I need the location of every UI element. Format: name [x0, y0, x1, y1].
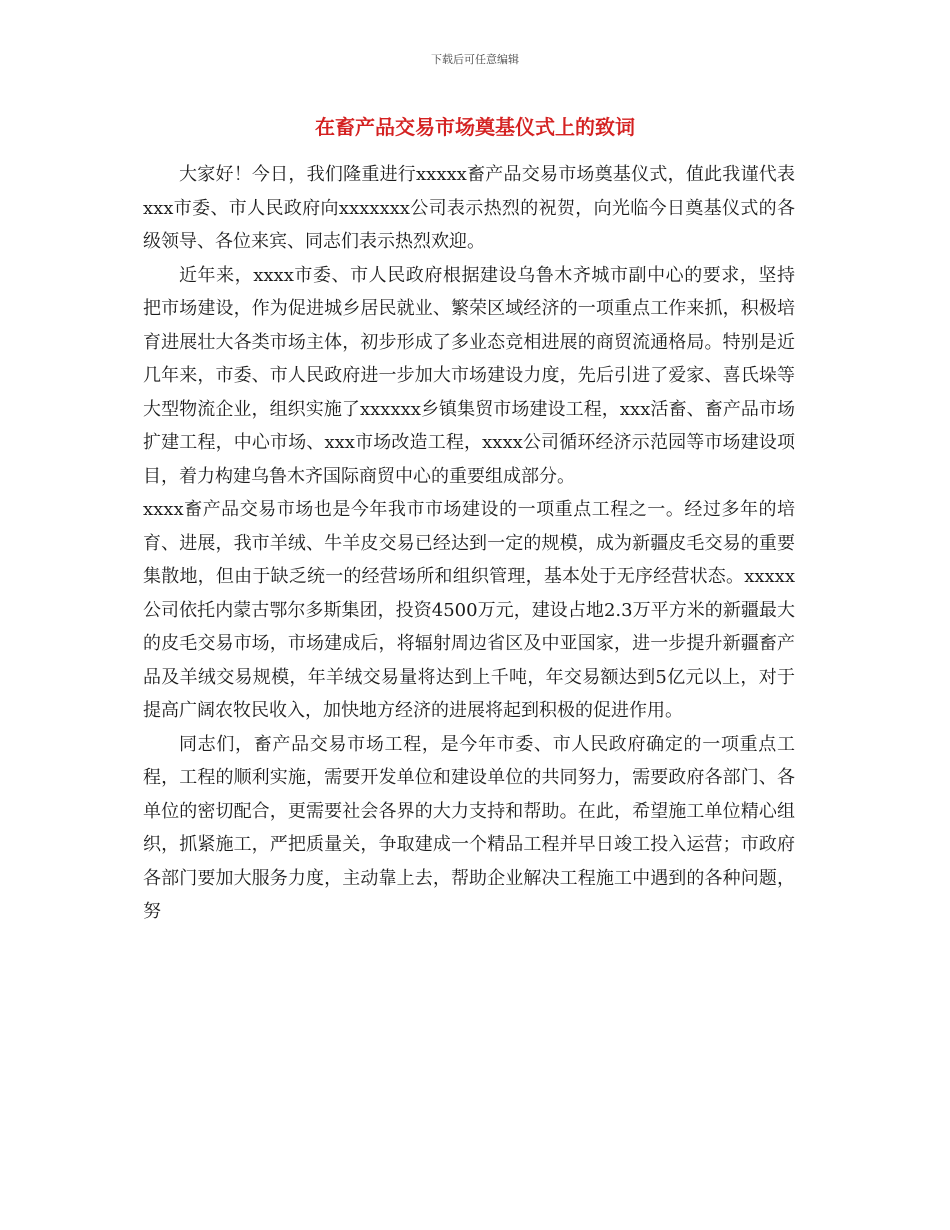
- paragraph-comrades: 同志们，畜产品交易市场工程，是今年市委、市人民政府确定的一项重点工程，工程的顺利实施，需要开发单位和建设单位的共同努力，需要政府各部门、各单位的密切配合，更需要社会各界的大力支持和帮助。在此，希望施工单位精心组织，抓紧施工，严把质量关，争取建成一个精品工程并早日竣工投入运营；市政府各部门要加大服务力度，主动靠上去，帮助企业解决工程施工中遇到的各种问题，努: [143, 733, 795, 922]
- paragraph-recent-years: 近年来，xxxx市委、市人民政府根据建设乌鲁木齐城市副中心的要求，坚持把市场建设，作为促进城乡居民就业、繁荣区域经济的一项重点工作来抓，积极培育进展壮大各类市场主体，初步形成了多业态竞相进展的商贸流通格局。特别是近几年来，市委、市人民政府进一步加大市场建设力度，先后引进了爱家、喜氏垛等大型物流企业，组织实施了xxxxxx乡镇集贸市场建设工程，xxx活畜、畜产品市场扩建工程，中心市场、xxx市场改造工程，xxxx公司循环经济示范园等市场建设项目，着力构建乌鲁木齐国际商贸中心的重要组成部分。: [143, 264, 795, 487]
- document-title: 在畜产品交易市场奠基仪式上的致词: [315, 115, 635, 139]
- paragraph-greeting: 大家好！今日，我们隆重进行xxxxx畜产品交易市场奠基仪式，值此我谨代表xxx市委、市人民政府向xxxxxxx公司表示热烈的祝贺，向光临今日奠基仪式的各级领导、各位来宾、同志们表示热烈欢迎。: [143, 164, 795, 252]
- document-body: [143, 158, 795, 929]
- header-note: 下载后可任意编辑: [431, 53, 519, 66]
- paragraph-market-project: xxxx畜产品交易市场也是今年我市市场建设的一项重点工程之一。经过多年的培育、进展，我市羊绒、牛羊皮交易已经达到一定的规模，成为新疆皮毛交易的重要集散地，但由于缺乏统一的经营场所和组织管理，基本处于无序经营状态。xxxxx公司依托内蒙古鄂尔多斯集团，投资4500万元，建设占地2.3万平方米的新疆最大的皮毛交易市场，市场建成后，将辐射周边省区及中亚国家，进一步提升新疆畜产品及羊绒交易规模，年羊绒交易量将达到上千吨，年交易额达到5亿元以上，对于提高广阔农牧民收入，加快地方经济的进展将起到积极的促进作用。: [143, 499, 795, 721]
